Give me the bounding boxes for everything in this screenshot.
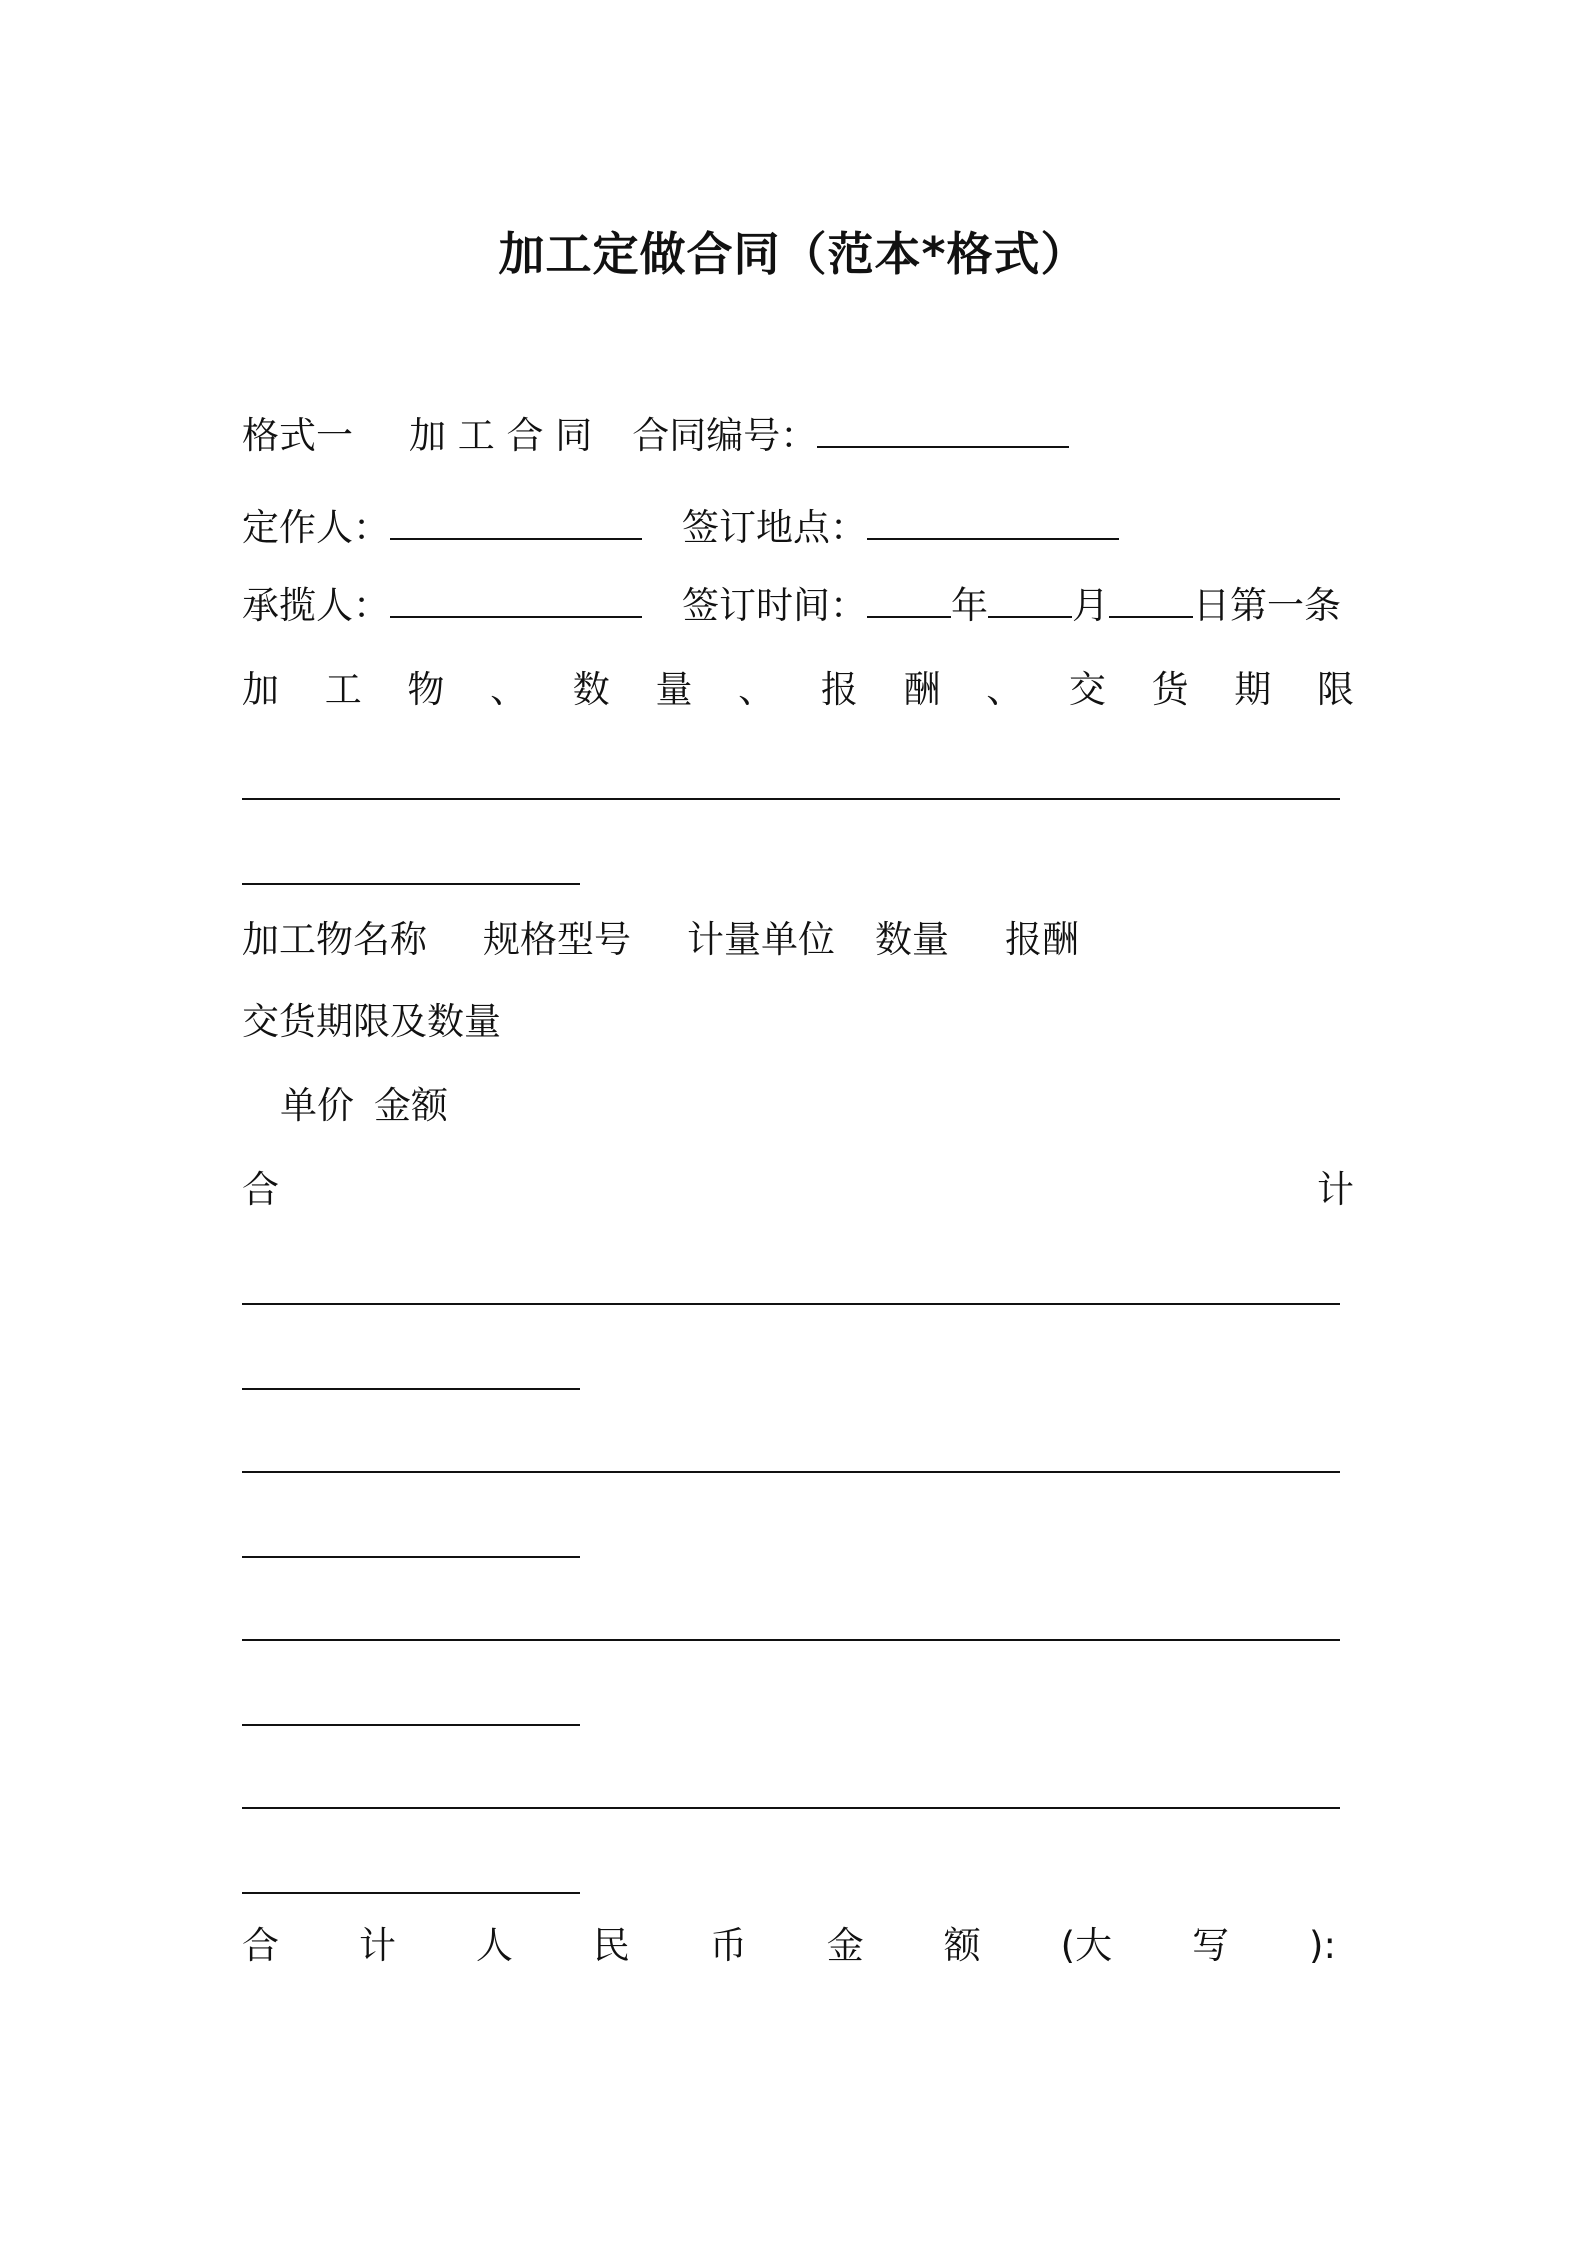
total-rmb-char: 人 <box>475 1924 513 1967</box>
total-char: 合 <box>242 1168 279 1211</box>
heading-char: 、 <box>738 668 776 711</box>
year-label: 年 <box>951 584 988 627</box>
fill-line[interactable] <box>242 1471 1340 1473</box>
total-rmb-char: 合 <box>242 1924 279 1967</box>
document-title: 加工定做合同（范本*格式） <box>498 227 1088 281</box>
table-header-row <box>242 916 1079 964</box>
sign-month-field[interactable] <box>988 580 1072 618</box>
col-qty-header: 数量 <box>875 918 949 961</box>
col-spec-header: 规格型号 <box>483 918 631 961</box>
fill-line[interactable] <box>242 1303 1340 1305</box>
total-rmb-char: 计 <box>358 1924 396 1967</box>
contractor-label: 承揽人： <box>242 584 390 627</box>
fill-line[interactable] <box>242 1388 580 1390</box>
header-line <box>242 410 1069 460</box>
contractor-line <box>242 580 1341 630</box>
heading-char: 物 <box>407 668 445 711</box>
total-rmb-char: 金 <box>826 1924 864 1967</box>
col-price-header: 单价 <box>280 1084 354 1127</box>
fill-line[interactable] <box>242 1556 580 1558</box>
orderer-field[interactable] <box>390 502 642 540</box>
total-rmb-line <box>242 1922 1336 1970</box>
heading-char: 货 <box>1151 668 1189 711</box>
total-rmb-char: (大 <box>1060 1924 1113 1967</box>
total-rmb-char: 额 <box>943 1924 981 1967</box>
col-unit-header: 计量单位 <box>687 918 835 961</box>
total-rmb-char: 写 <box>1192 1924 1230 1967</box>
total-rmb-char: ): <box>1309 1924 1336 1967</box>
total-row <box>242 1166 1354 1214</box>
sign-time-label: 签订时间： <box>682 584 867 627</box>
heading-char: 期 <box>1234 668 1272 711</box>
sign-place-field[interactable] <box>867 502 1119 540</box>
col-amount-header: 金额 <box>374 1084 448 1127</box>
heading-char: 交 <box>1068 668 1106 711</box>
heading-char: 、 <box>986 668 1024 711</box>
sign-year-field[interactable] <box>867 580 951 618</box>
total-rmb-char: 民 <box>592 1924 630 1967</box>
format-label: 格式一 <box>242 414 353 457</box>
fill-line[interactable] <box>242 1639 1340 1641</box>
orderer-line <box>242 502 1119 552</box>
heading-char: 数 <box>572 668 610 711</box>
contract-no-label: 合同编号： <box>632 414 818 457</box>
fill-line[interactable] <box>242 1724 580 1726</box>
total-rmb-char: 币 <box>709 1924 747 1967</box>
article-one-heading <box>242 666 1354 714</box>
heading-char: 限 <box>1316 668 1354 711</box>
heading-char: 量 <box>655 668 693 711</box>
col-pay-header: 报酬 <box>1005 918 1079 961</box>
heading-char: 酬 <box>903 668 941 711</box>
fill-line[interactable] <box>242 798 1340 800</box>
heading-char: 工 <box>324 668 362 711</box>
col-name-header: 加工物名称 <box>242 918 427 961</box>
heading-char: 报 <box>820 668 858 711</box>
orderer-label: 定作人： <box>242 506 390 549</box>
fill-line[interactable] <box>242 1807 1340 1809</box>
heading-char: 、 <box>490 668 528 711</box>
sign-place-label: 签订地点： <box>682 506 867 549</box>
price-amount-row <box>280 1082 448 1130</box>
total-char: 计 <box>1317 1168 1354 1211</box>
contract-no-field[interactable] <box>817 410 1069 448</box>
fill-line[interactable] <box>242 883 580 885</box>
day-article-label: 日第一条 <box>1193 584 1341 627</box>
month-label: 月 <box>1072 584 1109 627</box>
fill-line[interactable] <box>242 1892 580 1894</box>
contractor-field[interactable] <box>390 580 642 618</box>
contract-type: 加 工 合 同 <box>409 414 593 457</box>
delivery-header: 交货期限及数量 <box>242 1000 501 1043</box>
heading-char: 加 <box>242 668 279 711</box>
sign-day-field[interactable] <box>1109 580 1193 618</box>
